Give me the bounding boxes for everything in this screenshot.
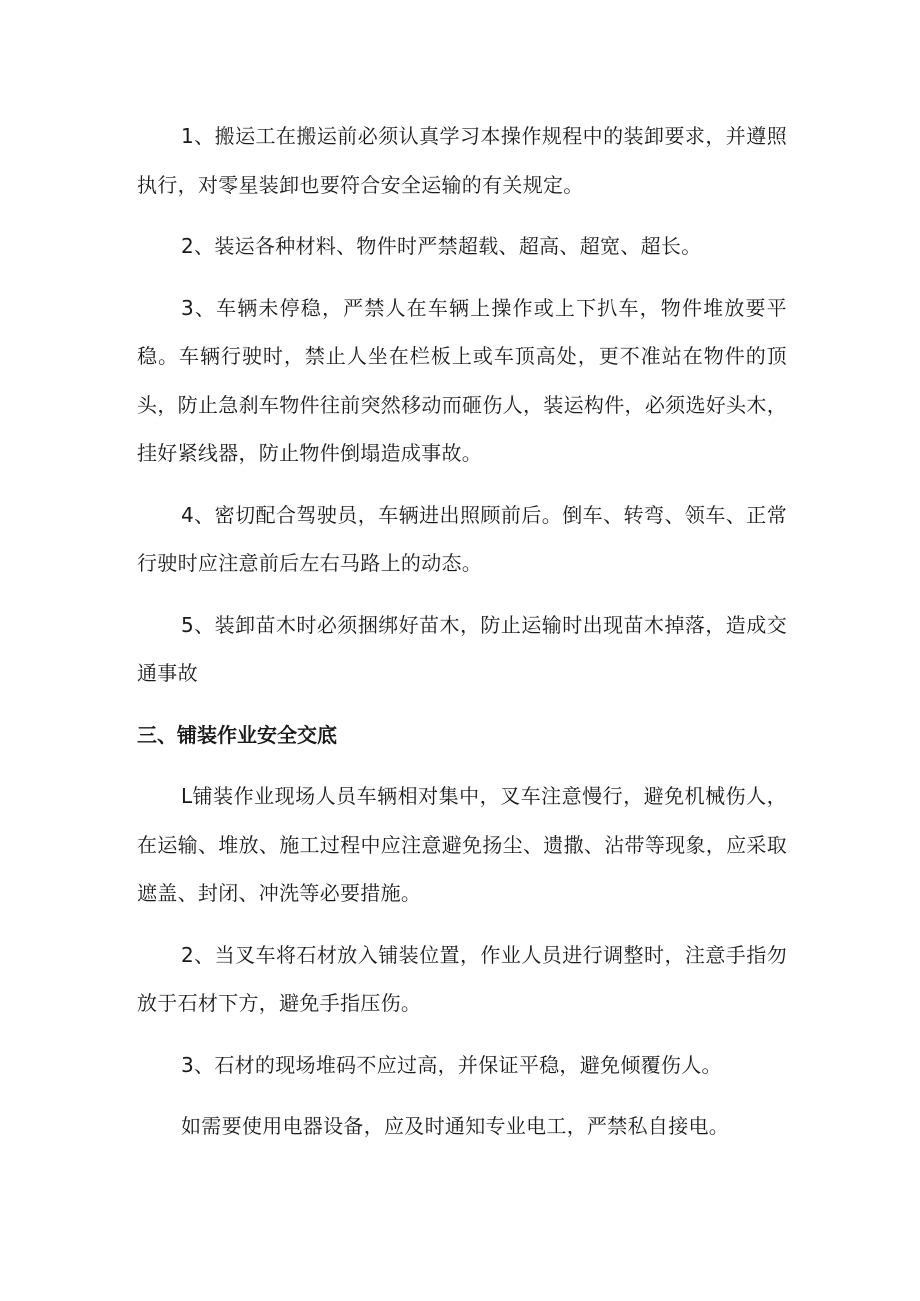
paragraph-2: 2、装运各种材料、物件时严禁超载、超高、超宽、超长。	[181, 234, 702, 258]
section-heading: 三、铺装作业安全交底	[137, 722, 337, 747]
paragraph-8: 3、石材的现场堆码不应过高，并保证平稳，避免倾覆伤人。	[181, 1052, 722, 1077]
paragraph-6: L铺装作业现场人员车辆相对集中，叉车注意慢行，避免机械伤人，在运输、堆放、施工过程中应注意避免扬尘、遗撒、沾带等现象，应采取遮盖、封闭、冲洗等必要措施。	[137, 784, 787, 905]
paragraph-7: 2、当叉车将石材放入铺装位置，作业人员进行调整时，注意手指勿放于石材下方，避免手指压伤。	[137, 942, 787, 1015]
paragraph-1: 1、搬运工在搬运前必须认真学习本操作规程中的装卸要求，并遵照执行，对零星装卸也要符合安全运输的有关规定。	[137, 124, 787, 197]
paragraph-5: 5、装卸苗木时必须捆绑好苗木，防止运输时出现苗木掉落，造成交通事故	[137, 612, 787, 685]
paragraph-4: 4、密切配合驾驶员，车辆进出照顾前后。倒车、转弯、领车、正常行驶时应注意前后左右马路上的动态。	[137, 502, 787, 575]
paragraph-3: 3、车辆未停稳，严禁人在车辆上操作或上下扒车，物件堆放要平稳。车辆行驶时，禁止人坐在栏板上或车顶高处，更不准站在物件的顶头，防止急刹车物件往前突然移动而砸伤人，装运构件，必须选好头木，挂好紧线器，防止物件倒塌造成事故。	[137, 295, 787, 465]
paragraph-9: 如需要使用电器设备，应及时通知专业电工，严禁私自接电。	[181, 1114, 730, 1138]
document-body	[137, 112, 787, 1164]
